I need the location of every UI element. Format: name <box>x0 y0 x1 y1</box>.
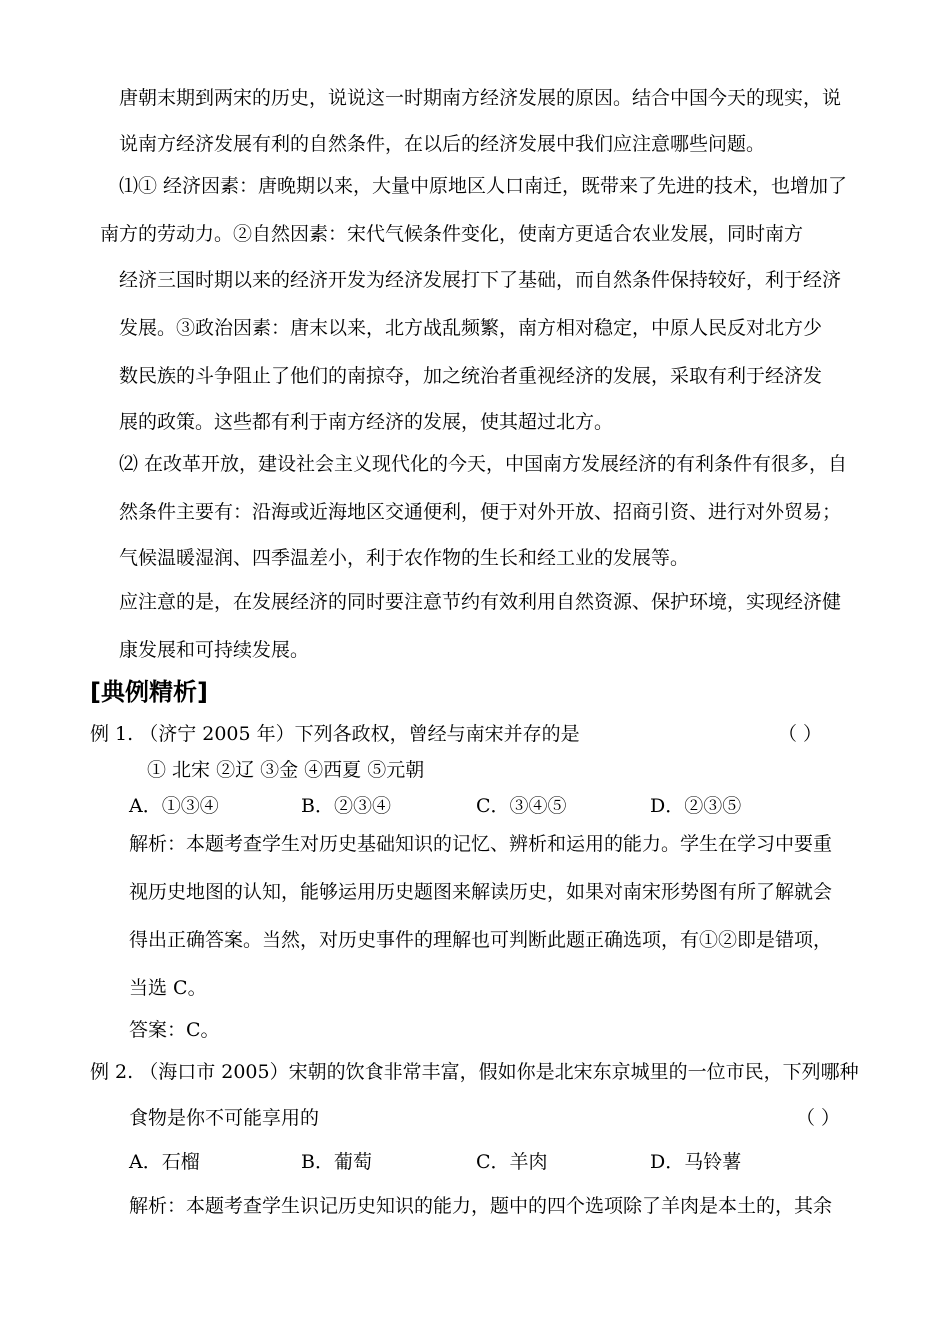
intro-line: 数民族的斗争阻止了他们的南掠夺，加之统治者重视经济的发展，采取有利于经济发 <box>119 365 823 387</box>
intro-line: 然条件主要有：沿海或近海地区交通便利，便于对外开放、招商引资、进行对外贸易； <box>119 501 842 523</box>
example-1-question: 例 1. （济宁 2005 年）下列各政权，曾经与南宋并存的是 <box>90 723 580 745</box>
example-1-option-d: D．②③⑤ <box>650 795 742 817</box>
example-1-option-c: C．③④⑤ <box>476 795 567 817</box>
intro-line: ⑴① 经济因素：唐晚期以来，大量中原地区人口南迁，既带来了先进的技术，也增加了 <box>119 175 848 197</box>
example-1-answer: 答案：C。 <box>129 1019 220 1041</box>
intro-line: 说南方经济发展有利的自然条件，在以后的经济发展中我们应注意哪些问题。 <box>119 133 766 155</box>
example-2-option-d: D．马铃薯 <box>650 1151 742 1173</box>
intro-line: 发展。③政治因素：唐末以来，北方战乱频繁，南方相对稳定，中原人民反对北方少 <box>119 317 823 339</box>
example-1-analysis-line: 得出正确答案。当然，对历史事件的理解也可判断此题正确选项，有①②即是错项， <box>129 929 833 951</box>
example-1-option-a: A．①③④ <box>129 795 219 817</box>
intro-line: ⑵ 在改革开放，建设社会主义现代化的今天，中国南方发展经济的有利条件有很多，自 <box>119 453 848 475</box>
intro-line: 展的政策。这些都有利于南方经济的发展，使其超过北方。 <box>119 411 614 433</box>
example-2-option-c: C．羊肉 <box>476 1151 548 1173</box>
section-title: [典例精析] <box>90 678 208 706</box>
example-2-option-a: A．石榴 <box>129 1151 200 1173</box>
intro-line: 经济三国时期以来的经济开发为经济发展打下了基础，而自然条件保持较好，利于经济 <box>119 269 842 291</box>
intro-line: 唐朝末期到两宋的历史，说说这一时期南方经济发展的原因。结合中国今天的现实，说 <box>119 87 842 109</box>
intro-line: 应注意的是，在发展经济的同时要注意节约有效利用自然资源、保护环境，实现经济健 <box>119 591 842 613</box>
example-1-analysis-line: 解析：本题考查学生对历史基础知识的记忆、辨析和运用的能力。学生在学习中要重 <box>129 833 833 855</box>
example-1-option-b: B．②③④ <box>301 795 391 817</box>
example-1-analysis-line: 当选 C。 <box>129 977 207 999</box>
example-2-answer-paren: （ ） <box>796 1107 841 1129</box>
example-1-answer-paren: （ ） <box>778 723 823 745</box>
example-2-question: 例 2. （海口市 2005）宋朝的饮食非常丰富，假如你是北宋东京城里的一位市民，下列哪种 <box>90 1061 859 1083</box>
intro-line: 南方的劳动力。②自然因素：宋代气候条件变化，使南方更适合农业发展，同时南方 <box>100 223 804 245</box>
example-2-option-b: B．葡萄 <box>301 1151 372 1173</box>
intro-line: 气候温暖湿润、四季温差小，利于农作物的生长和经工业的发展等。 <box>119 547 690 569</box>
intro-line: 康发展和可持续发展。 <box>119 639 310 661</box>
example-1-analysis-line: 视历史地图的认知，能够运用历史题图来解读历史，如果对南宋形势图有所了解就会 <box>129 881 833 903</box>
example-2-question-cont: 食物是你不可能享用的 <box>129 1107 320 1129</box>
example-2-analysis-line: 解析：本题考查学生识记历史知识的能力，题中的四个选项除了羊肉是本土的，其余 <box>129 1195 833 1217</box>
example-1-items: ① 北宋 ②辽 ③金 ④西夏 ⑤元朝 <box>147 759 425 781</box>
